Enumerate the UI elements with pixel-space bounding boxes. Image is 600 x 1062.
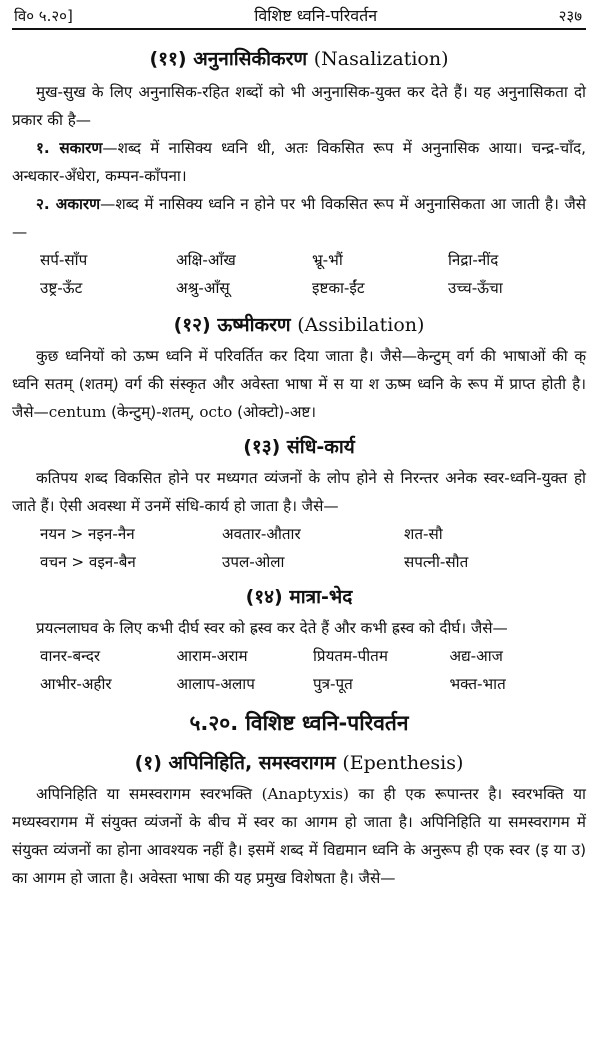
- example-row: सर्प-साँप अक्षि-आँख भ्रू-भौं निद्रा-नींद: [40, 251, 499, 269]
- section-heading: (१४) मात्रा-भेद: [245, 586, 353, 608]
- example-row: उष्ट्र-ऊँट अश्रु-आँसू इष्टका-ईंट उच्च-ऊँचा: [40, 279, 503, 297]
- section-assibilation: [12, 312, 586, 426]
- example-list: [12, 246, 586, 302]
- paragraph: कतिपय शब्द विकसित होने पर मध्यगत व्यंजनों के लोप होने से निरन्तर अनेक स्वर-ध्वनि-युक्त हो जाते हैं। ऐसी अवस्था में उनमें संधि-कार्य हो जाता है। जैसे—: [12, 469, 586, 515]
- example-list: [12, 642, 586, 698]
- section-heading: (१) अपिनिहिति, समस्वरागम (Epenthesis): [134, 752, 464, 774]
- major-heading: ५.२०. विशिष्ट ध्वनि-परिवर्तन: [189, 711, 409, 735]
- running-header: [12, 0, 586, 30]
- example-row: वचन > वइन-बैन उपल-ओला सपत्नी-सौत: [40, 553, 469, 571]
- paragraph: अपिनिहिति या समस्वरागम स्वरभक्ति (Anaptyxis) का ही एक रूपान्तर है। स्वरभक्ति या मध्यस्वरागम में संयुक्त व्यंजनों के बीच में स्वर का आगम हो जाता है। अपिनिहिति या समस्वरागम में संयुक्त व्यंजनों का होना आवश्यक नहीं है। इसमें शब्द में विद्यमान ध्वनि के अनुरूप ही एक स्वर (इ या उ) का आगम हो जाता है। अवेस्ता भाषा की यह प्रमुख विशेषता है। जैसे—: [12, 785, 586, 887]
- paragraph: मुख-सुख के लिए अनुनासिक-रहित शब्दों को भी अनुनासिक-युक्त कर देते हैं। यह अनुनासिकता दो प्रकार की है—: [12, 83, 586, 129]
- section-matra-bhed: [12, 584, 586, 698]
- paragraph: २. अकारण—शब्द में नासिक्य ध्वनि न होने पर भी विकसित रूप में अनुनासिकता आ जाती है। जैसे—: [12, 195, 586, 241]
- section-heading: (१३) संधि-कार्य: [243, 436, 355, 458]
- paragraph: कुछ ध्वनियों को ऊष्म ध्वनि में परिवर्तित कर दिया जाता है। जैसे—केन्टुम् वर्ग की भाषाओं की क् ध्वनि सतम् (शतम्) वर्ग की संस्कृत और अवेस्ता भाषा में स या श ऊष्म ध्वनि के रूप में प्राप्त होती है। जैसे—centum (केन्टुम्)-शतम्, octo (ओक्टो)-अष्ट।: [12, 347, 586, 421]
- section-heading: (१२) ऊष्मीकरण (Assibilation): [173, 314, 425, 336]
- paragraph: प्रयत्नलाघव के लिए कभी दीर्घ स्वर को ह्रस्व कर देते हैं और कभी ह्रस्व को दीर्घ। जैसे—: [36, 619, 508, 637]
- page-number: २३७: [558, 7, 582, 25]
- example-row: आभीर-अहीर आलाप-अलाप पुत्र-पूत भक्त-भात: [40, 675, 506, 693]
- paragraph: १. सकारण—शब्द में नासिक्य ध्वनि थी, अतः विकसित रूप में अनुनासिक आया। चन्द्र-चाँद, अन्धकार-अँधेरा, कम्पन-काँपना।: [12, 139, 586, 185]
- section-sandhi: [12, 434, 586, 576]
- header-title: विशिष्ट ध्वनि-परिवर्तन: [254, 6, 378, 25]
- header-section-ref: वि० ५.२०]: [14, 7, 73, 25]
- example-list: [12, 520, 586, 576]
- section-epenthesis: [12, 750, 586, 892]
- example-row: वानर-बन्दर आराम-अराम प्रियतम-पीतम अद्य-आज: [40, 647, 503, 665]
- section-heading: (११) अनुनासिकीकरण (Nasalization): [149, 48, 449, 70]
- section-nasalization: [12, 46, 586, 302]
- example-row: नयन > नइन-नैन अवतार-औतार शत-सौ: [40, 525, 443, 543]
